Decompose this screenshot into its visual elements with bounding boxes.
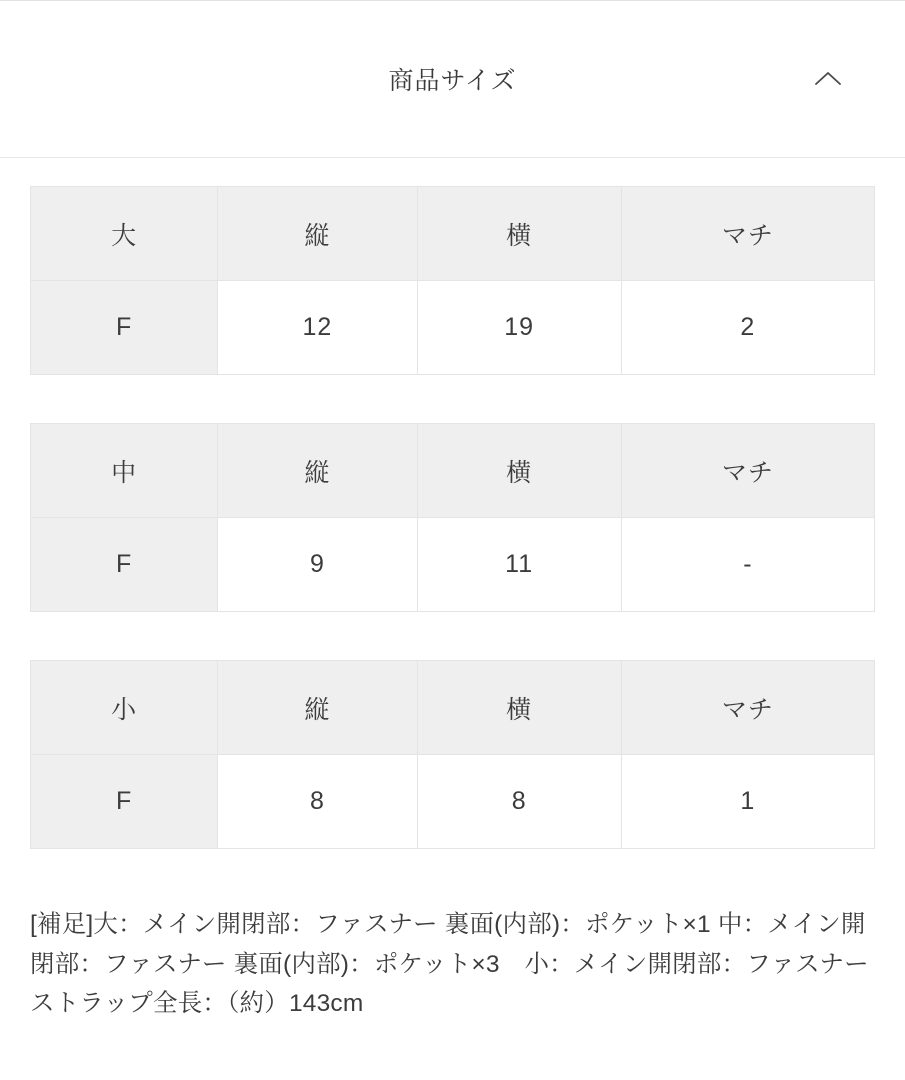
table-cell: - [621, 518, 874, 612]
column-header: 大 [31, 187, 218, 281]
row-label: F [31, 518, 218, 612]
size-table-large [30, 186, 875, 375]
size-table-medium [30, 423, 875, 612]
column-header: 縦 [218, 661, 417, 755]
table-cell: 12 [218, 281, 417, 375]
column-header: マチ [621, 661, 874, 755]
column-header: 横 [417, 187, 621, 281]
column-header: 横 [417, 424, 621, 518]
supplementary-note: [補足]大：メイン開閉部：ファスナー 裏面(内部)：ポケット×1 中：メイン開閉部：ファスナー 裏面(内部)：ポケット×3 小：メイン開閉部：ファスナー ストラップ全長：（約）143cm [30, 911, 894, 1018]
row-label: F [31, 281, 218, 375]
table-cell: 2 [621, 281, 874, 375]
table-cell: 8 [417, 755, 621, 849]
column-header: 縦 [218, 187, 417, 281]
chevron-up-icon[interactable] [813, 64, 843, 94]
table-row [31, 755, 875, 849]
column-header: 中 [31, 424, 218, 518]
size-tables [0, 158, 905, 849]
section-header-product-size[interactable] [0, 0, 905, 158]
table-cell: 8 [218, 755, 417, 849]
table-row [31, 518, 875, 612]
table-cell: 9 [218, 518, 417, 612]
table-row [31, 281, 875, 375]
column-header: マチ [621, 424, 874, 518]
column-header: 小 [31, 661, 218, 755]
size-table-small [30, 660, 875, 849]
column-header: 縦 [218, 424, 417, 518]
table-cell: 1 [621, 755, 874, 849]
table-header-row [31, 187, 875, 281]
row-label: F [31, 755, 218, 849]
table-header-row [31, 661, 875, 755]
table-cell: 11 [417, 518, 621, 612]
column-header: マチ [621, 187, 874, 281]
table-header-row [31, 424, 875, 518]
column-header: 横 [417, 661, 621, 755]
page-title: 商品サイズ [388, 67, 517, 95]
table-cell: 19 [417, 281, 621, 375]
